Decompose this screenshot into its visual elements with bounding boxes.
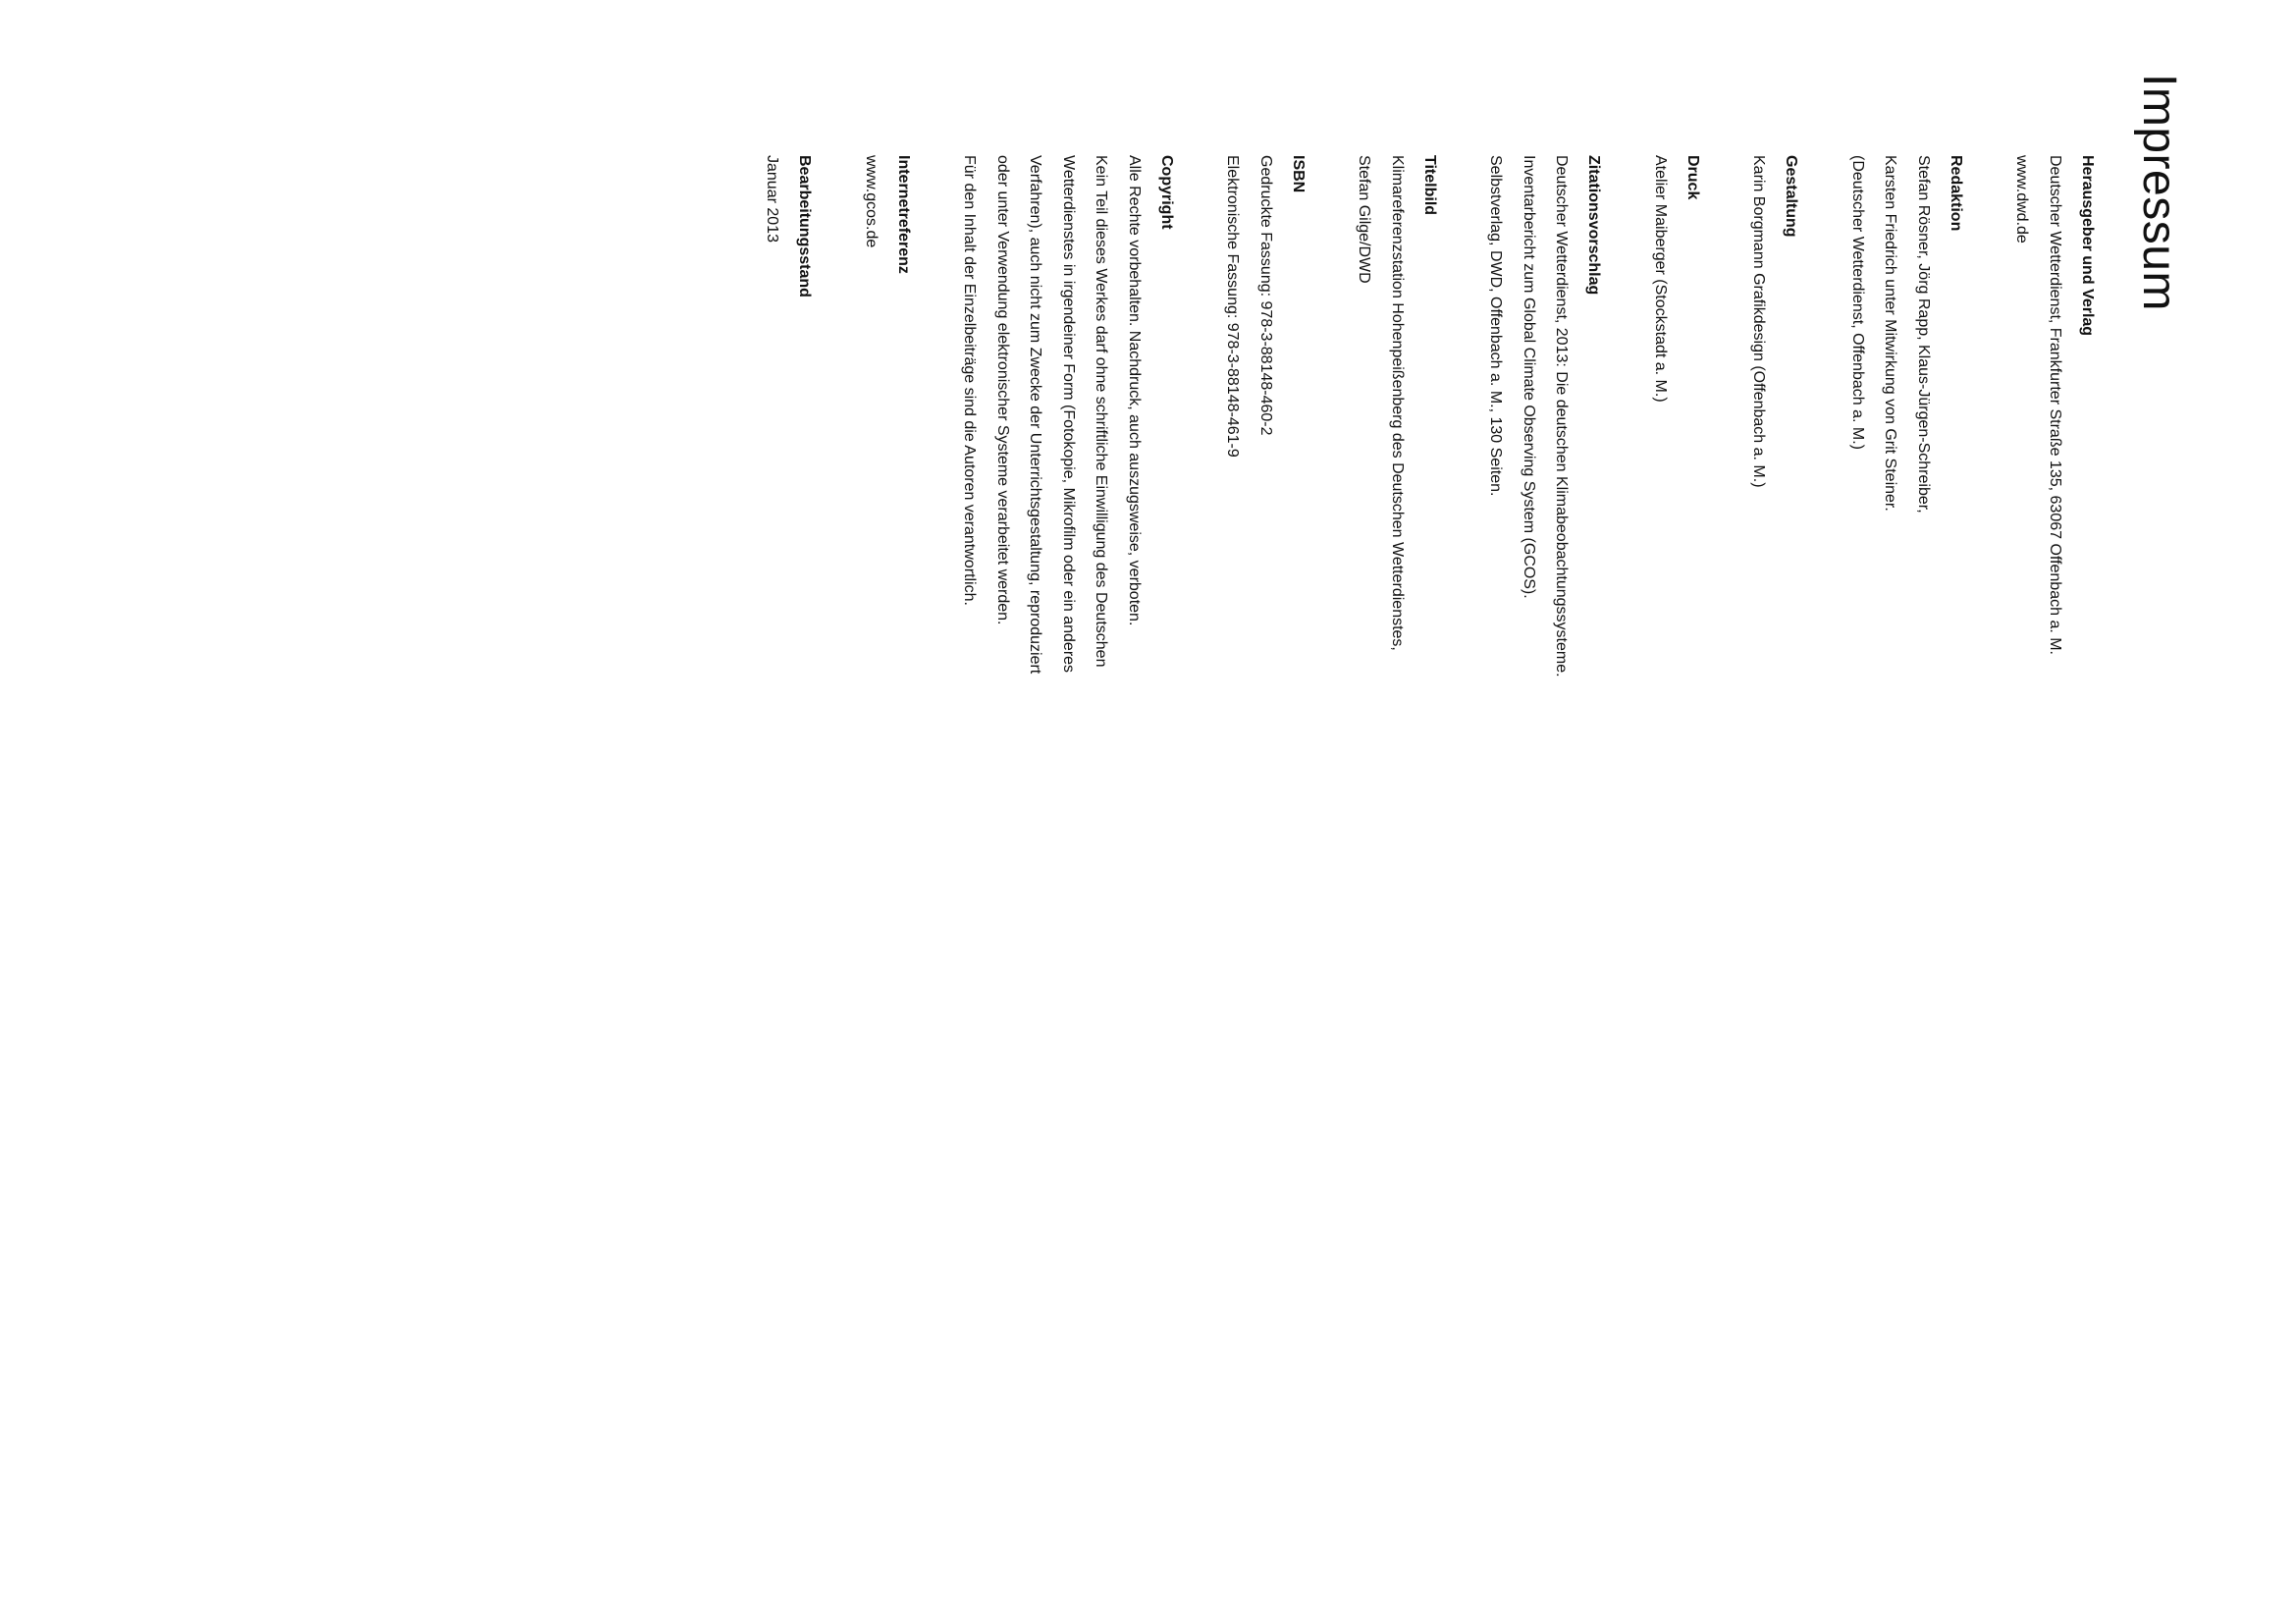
section-link[interactable]: www.gcos.de — [863, 155, 880, 248]
section-heading: ISBN — [1290, 155, 1307, 193]
section-line: (Deutscher Wetterdienst, Offenbach a. M.) — [1849, 155, 1866, 450]
section-line: Inventarbericht zum Global Climate Observing System (GCOS). — [1521, 155, 1537, 599]
section-zitationsvorschlag — [1479, 155, 1611, 1039]
section-bearbeitungsstand — [756, 155, 822, 1039]
section-heading: Copyright — [1158, 155, 1175, 230]
section-heading: Herausgeber und Verlag — [2079, 155, 2096, 337]
section-line: Wetterdienstes in irgendeiner Form (Fotokopie, Mikrofilm oder ein anderes — [1060, 155, 1077, 674]
section-line: oder unter Verwendung elektronischer Systeme verarbeitet werden. — [994, 155, 1011, 625]
section-line: Stefan Gilge/DWD — [1356, 155, 1373, 284]
section-copyright — [953, 155, 1183, 1039]
section-heading: Zitationsvorschlag — [1585, 155, 1603, 296]
section-heading: Gestaltung — [1783, 155, 1800, 238]
section-line: Karsten Friedrich unter Mitwirkung von Grit Steiner. — [1882, 155, 1899, 512]
section-line: Kein Teil dieses Werkes darf ohne schriftliche Einwilligung des Deutschen — [1093, 155, 1110, 668]
section-line: Verfahren), auch nicht zum Zwecke der Unterrichtsgestaltung, reproduziert — [1027, 155, 1044, 675]
section-line: Elektronische Fassung: 978-3-88148-461-9 — [1224, 155, 1242, 458]
section-line: Alle Rechte vorbehalten. Nachdruck, auch auszugsweise, verboten. — [1126, 155, 1143, 626]
section-line: Für den Inhalt der Einzelbeiträge sind die Autoren verantwortlich. — [961, 155, 979, 606]
section-heading: Redaktion — [1948, 155, 1964, 232]
rotated-page — [653, 74, 2184, 1056]
section-isbn — [1216, 155, 1314, 1039]
section-heading: Bearbeitungsstand — [796, 155, 814, 298]
section-herausgeber — [2005, 155, 2104, 1039]
section-line: Klimareferenzstation Hohenpeißenberg des Deutschen Wetterdienstes, — [1389, 155, 1406, 651]
section-line: www.dwd.de — [2013, 155, 2031, 244]
section-internetreferenz — [855, 155, 921, 1039]
section-line: Deutscher Wetterdienst, 2013: Die deutschen Klimabeobachtungssysteme. — [1553, 155, 1571, 677]
section-line: Stefan Rösner, Jörg Rapp, Klaus-Jürgen-Schreiber, — [1915, 155, 1932, 514]
section-line: Januar 2013 — [764, 155, 781, 243]
section-heading: Internetreferenz — [895, 155, 912, 274]
section-line: Atelier Maiberger (Stockstadt a. M.) — [1652, 155, 1669, 403]
section-line: Karin Borgmann Grafikdesign (Offenbach a. M.) — [1750, 155, 1768, 488]
section-heading: Druck — [1684, 155, 1701, 200]
section-gestaltung — [1742, 155, 1808, 1039]
section-line: Gedruckte Fassung: 978-3-88148-460-2 — [1257, 155, 1274, 436]
impressum-sections — [722, 155, 2104, 1039]
page-title: Impressum — [2133, 74, 2185, 311]
section-titelbild — [1348, 155, 1446, 1039]
section-line: Selbstverlag, DWD, Offenbach a. M., 130 Seiten. — [1487, 155, 1505, 497]
section-line: Deutscher Wetterdienst, Frankfurter Straße 135, 63067 Offenbach a. M. — [2047, 155, 2063, 655]
section-druck — [1644, 155, 1710, 1039]
section-heading: Titelbild — [1421, 155, 1438, 216]
section-redaktion — [1842, 155, 1973, 1039]
